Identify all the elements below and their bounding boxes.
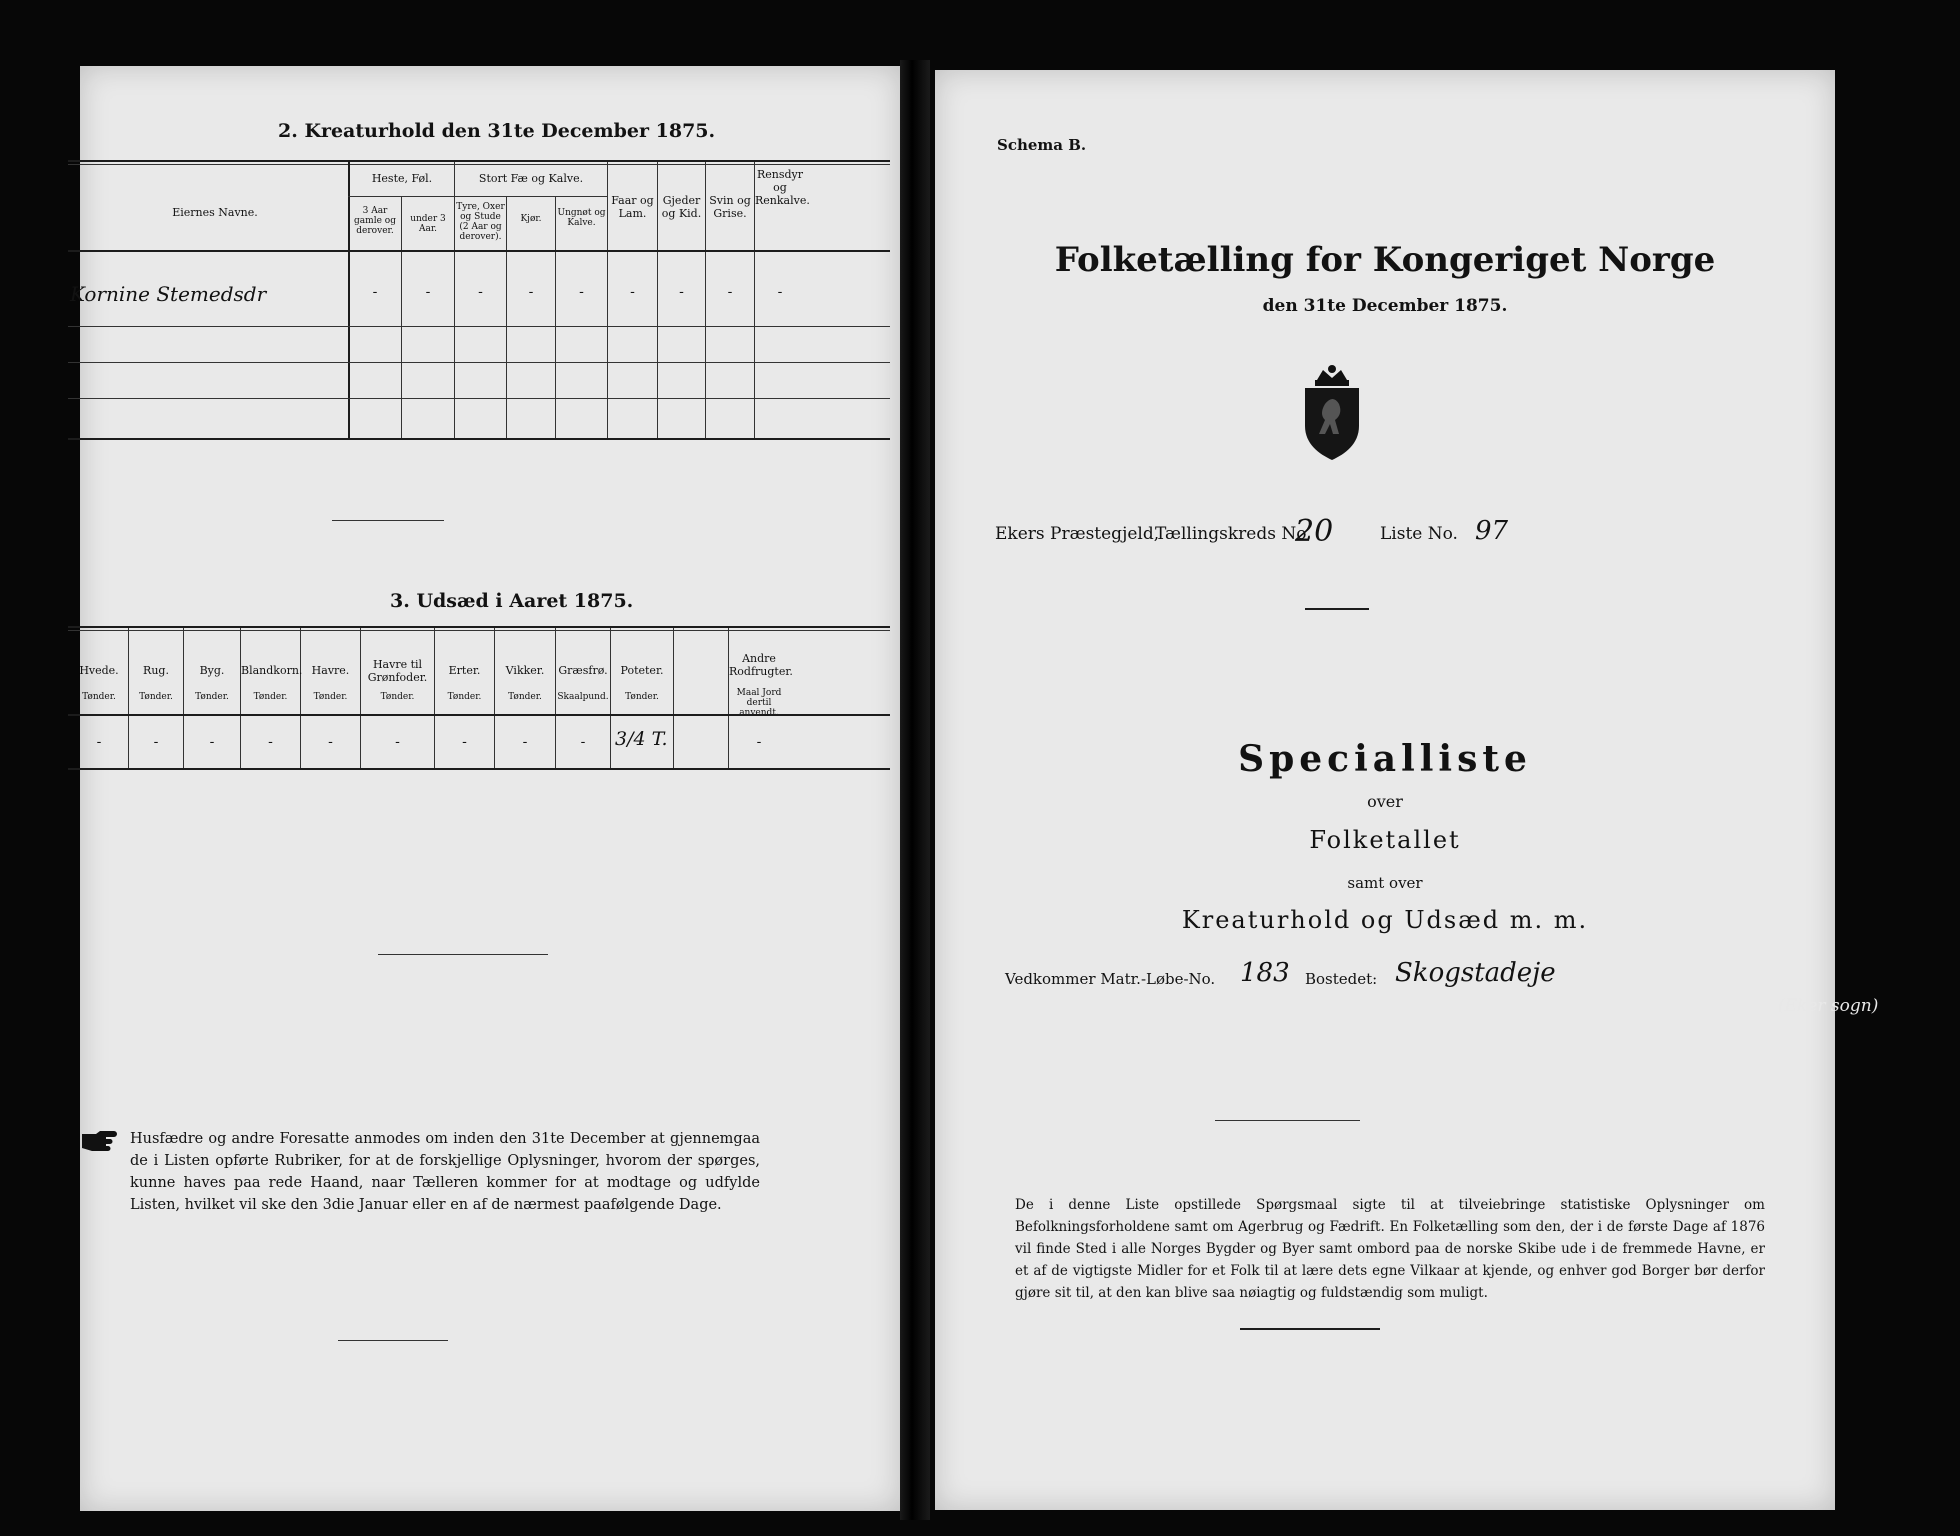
table2-top-rule (68, 160, 890, 162)
faar-header: Faar og Lam. (611, 194, 654, 220)
bosted-label: Bostedet: (1305, 970, 1378, 988)
value-cell: - (96, 734, 102, 750)
table3-header-rule (68, 714, 890, 716)
divider (332, 520, 444, 521)
divider (1240, 1328, 1380, 1330)
value-cell: - (630, 284, 635, 300)
udsaed-col-erter: Erter. (448, 664, 481, 677)
rensdyr-header: Rensdyr og Renkalve. (755, 168, 810, 207)
schema-label: Schema B. (997, 136, 1087, 154)
folketallet-label: Folketallet (1309, 826, 1461, 854)
matr-value: 183 (1240, 958, 1290, 988)
unit-label: Tønder. (447, 692, 482, 702)
unit-label: Tønder. (82, 692, 116, 702)
stort-fae-header: Stort Fæ og Kalve. (478, 172, 584, 185)
value-cell: - (328, 734, 333, 750)
divider (1215, 1120, 1360, 1121)
unit-label: Maal Jord dertil anvendt. (736, 688, 782, 718)
unit-label: Skaalpund. (557, 692, 609, 702)
owner-name-cell: Kornine Stemedsdr (70, 282, 267, 306)
main-title: Folketælling for Kongeriget Norge (1054, 240, 1716, 280)
unit-label: Tønder. (508, 692, 542, 702)
owner-col-header: Eiernes Navne. (172, 206, 258, 219)
margin-annotation: (Eker sogn) (1778, 996, 1879, 1016)
instructions-notice: Husfædre og andre Foresatte anmodes om inden den 31te December at gjennemgaa de i Listen opførte Rubriker, for at de forskjellige Oplysninger, hvorom der spørges, kunne haves paa rede Haand, naar Tælleren kommer for at modtage og udfylde Listen, hvilket vil ske den 3die Januar eller en af de nærmest paafølgende Dage. (130, 1131, 760, 1213)
udsaed-col-blandkorn: Blandkorn. (241, 664, 303, 677)
specialliste-title: Specialliste (1238, 738, 1532, 780)
kreds-label: Tællingskreds No. (1155, 524, 1312, 544)
right-page (935, 70, 1835, 1510)
udsaed-col-rug: Rug. (143, 664, 169, 677)
kreds-value: 20 (1295, 514, 1334, 549)
page-gutter (900, 60, 930, 1520)
kreaturhold-label: Kreaturhold og Udsæd m. m. (1181, 906, 1589, 934)
section3-title: 3. Udsæd i Aaret 1875. (390, 590, 634, 612)
unit-label: Tønder. (195, 692, 229, 702)
table2-bottom-rule (68, 438, 890, 440)
value-cell: - (372, 284, 378, 300)
unit-label: Tønder. (380, 692, 415, 702)
value-cell: - (462, 734, 467, 750)
matr-label: Vedkommer Matr.-Løbe-No. (1005, 970, 1216, 988)
unit-label: Tønder. (139, 692, 173, 702)
heste-sub1-header: 3 Aar gamle og derover. (354, 206, 396, 236)
value-cell: - (679, 284, 684, 300)
over-label: over (1367, 792, 1403, 811)
unit-label: Tønder. (625, 692, 659, 702)
value-cell: - (522, 734, 528, 750)
liste-label: Liste No. (1380, 524, 1458, 544)
value-cell: - (579, 284, 584, 300)
value-cell: - (727, 284, 733, 300)
udsaed-col-havre: Havre. (311, 664, 350, 677)
heste-header: Heste, Føl. (371, 172, 433, 185)
table3-top-rule (68, 626, 890, 628)
udsaed-col-rodfrugter: Andre Rodfrugter. (729, 652, 793, 678)
samt-over-label: samt over (1347, 874, 1423, 892)
value-cell: - (153, 734, 159, 750)
table2-header-rule (68, 250, 890, 252)
value-cell: - (425, 284, 431, 300)
pointing-hand-icon (80, 1128, 122, 1152)
value-cell: - (777, 284, 783, 300)
value-cell: - (209, 734, 215, 750)
prestegjeld-label: Ekers Præstegjeld, (995, 524, 1160, 544)
udsaed-col-graesfro: Græsfrø. (558, 664, 608, 677)
udsaed-col-hvede: Hvede. (79, 664, 119, 677)
value-cell: - (528, 284, 534, 300)
liste-value: 97 (1475, 516, 1509, 546)
divider (338, 1340, 448, 1341)
udsaed-col-poteter: Poteter. (620, 664, 664, 677)
unit-label: Tønder. (253, 692, 288, 702)
value-cell: - (580, 734, 586, 750)
svin-header: Svin og Grise. (709, 194, 751, 220)
value-cell: - (756, 734, 762, 750)
table3-bottom-rule (68, 768, 890, 770)
explanatory-paragraph: De i denne Liste opstillede Spørgsmaal sigte til at tilveiebringe statistiske Oplysninger om Befolkningsforholdene samt om Agerbrug og Fædrift. En Folketælling som den, der i de første Dage af 1876 vil finde Sted i alle Norges Bygder og Byer samt ombord paa de norske Skibe ude i de fremmede Havne, er et af de vigtigste Midler for et Folk til at lære dets egne Vilkaar at kjende, og enhver god Borger bør derfor gjøre sit til, at den kan blive saa nøiagtig og fuldstændig som muligt. (1015, 1197, 1765, 1301)
coat-of-arms-icon (1297, 362, 1367, 462)
value-cell: - (478, 284, 483, 300)
value-cell: - (268, 734, 273, 750)
left-page (70, 66, 900, 1511)
gjeder-header: Gjeder og Kid. (661, 194, 702, 220)
heste-sub2-header: under 3 Aar. (410, 214, 446, 234)
value-cell: - (395, 734, 400, 750)
bosted-value: Skogstadeje (1395, 958, 1556, 988)
stort-sub3-header: Ungnøt og Kalve. (557, 208, 606, 228)
udsaed-col-vikker: Vikker. (505, 664, 545, 677)
stort-sub2-header: Kjør. (520, 214, 542, 224)
udsaed-col-gronfoder: Havre til Grønfoder. (367, 658, 428, 684)
divider (378, 954, 548, 955)
section2-title: 2. Kreaturhold den 31te December 1875. (278, 120, 716, 142)
udsaed-col-byg: Byg. (199, 664, 225, 677)
stort-sub1-header: Tyre, Oxer og Stude (2 Aar og derover). (456, 202, 505, 242)
unit-label: Tønder. (313, 692, 348, 702)
poteter-value: 3/4 T. (615, 728, 668, 750)
divider (1305, 608, 1369, 610)
date-line: den 31te December 1875. (1262, 296, 1508, 316)
